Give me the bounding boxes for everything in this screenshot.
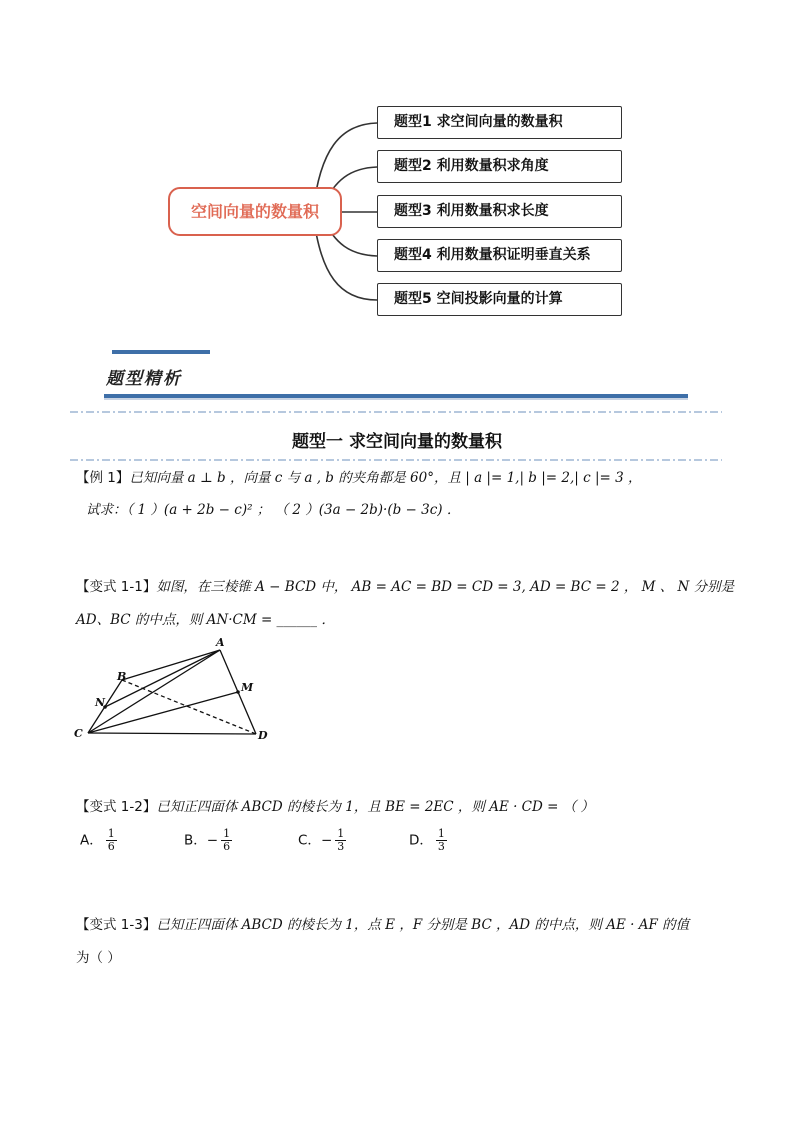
pyramid-figure — [88, 650, 256, 734]
section-bar-shadow — [104, 398, 688, 400]
label-N: N — [95, 696, 106, 709]
example1-tag: 【例 1】 — [76, 470, 130, 486]
choice-b-fraction — [221, 828, 232, 853]
section-label: 题型精析 — [106, 369, 182, 389]
mindmap-branch-2: 题型2 利用数量积求角度 — [377, 150, 622, 183]
choice-b-letter: B． — [184, 832, 207, 849]
variant11-tag: 【变式 1-1】 — [76, 579, 157, 595]
mindmap-branch-3: 题型3 利用数量积求长度 — [377, 195, 622, 228]
choice-b[interactable] — [184, 828, 232, 853]
section-long-bar — [104, 394, 688, 398]
variant12-text1: 已知正四面体 ABCD 的棱长为 1，且 BE = 2EC ，则 AE · CD = （ ） — [156, 799, 595, 815]
choice-a-num: 1 — [107, 827, 115, 840]
example1-text1: 已知向量 a ⊥ b ，向量 c 与 a , b 的夹角都是 60°，且 | a |= 1,| b |= 2,| c |= 3 ， — [129, 470, 642, 486]
variant13-text2: 为（ ） — [76, 950, 121, 966]
choice-a-den: 6 — [107, 840, 115, 853]
label-D: D — [258, 729, 268, 742]
variant13-line2 — [76, 948, 121, 968]
choice-c[interactable] — [298, 828, 346, 853]
variant11-text2: AD、BC 的中点，则 AN·CM = ______ ． — [76, 612, 335, 628]
choice-d-num: 1 — [437, 827, 445, 840]
variant11-line2 — [76, 610, 335, 630]
choice-b-num: 1 — [223, 827, 231, 840]
choice-c-letter: C． — [298, 832, 321, 849]
example1-text2: 试求：（ 1 ）(a + 2b − c)² ； （ 2 ）(3a − 2b)·(b − 3c) ． — [86, 502, 461, 518]
choice-b-sign: − — [206, 832, 219, 849]
choice-d[interactable] — [409, 828, 447, 853]
variant12-tag: 【变式 1-2】 — [76, 799, 157, 815]
choice-d-letter: D． — [409, 832, 433, 849]
choice-c-num: 1 — [337, 827, 345, 840]
choice-b-den: 6 — [223, 840, 231, 853]
mindmap-root: 空间向量的数量积 — [168, 187, 342, 236]
edge-BA — [122, 650, 220, 680]
variant11-text1: 如图，在三棱锥 A − BCD 中， AB = AC = BD = CD = 3, AD = BC = 2 ， M 、 N 分别是 — [156, 579, 735, 595]
edge-CA — [88, 650, 220, 733]
example1-line1 — [76, 468, 641, 488]
variant11-line1 — [76, 577, 734, 597]
choice-c-sign: − — [320, 832, 333, 849]
choice-c-fraction — [335, 828, 346, 853]
choice-a-letter: A． — [80, 832, 103, 849]
example1-line2 — [86, 500, 460, 520]
section-short-bar — [112, 350, 210, 354]
type-title: 题型一 求空间向量的数量积 — [292, 432, 502, 452]
label-C: C — [74, 727, 83, 740]
choice-c-den: 3 — [337, 840, 345, 853]
mindmap-branch-5: 题型5 空间投影向量的计算 — [377, 283, 622, 316]
variant13-tag: 【变式 1-3】 — [76, 917, 157, 933]
mindmap-branch-1: 题型1 求空间向量的数量积 — [377, 106, 622, 139]
label-M: M — [241, 681, 254, 694]
choice-d-fraction — [436, 828, 447, 853]
edge-CD — [88, 733, 256, 734]
mindmap-branch-4: 题型4 利用数量积证明垂直关系 — [377, 239, 622, 272]
choice-d-den: 3 — [437, 840, 445, 853]
variant13-line1 — [76, 915, 689, 935]
label-A: A — [216, 636, 225, 649]
choice-a-fraction — [106, 828, 117, 853]
variant13-text1: 已知正四面体 ABCD 的棱长为 1，点 E ，F 分别是 BC ，AD 的中点，则 AE · AF 的值 — [156, 917, 690, 933]
label-B: B — [117, 670, 127, 683]
point-M — [236, 690, 240, 694]
variant12-line1 — [76, 797, 594, 817]
choice-a[interactable] — [80, 828, 117, 853]
